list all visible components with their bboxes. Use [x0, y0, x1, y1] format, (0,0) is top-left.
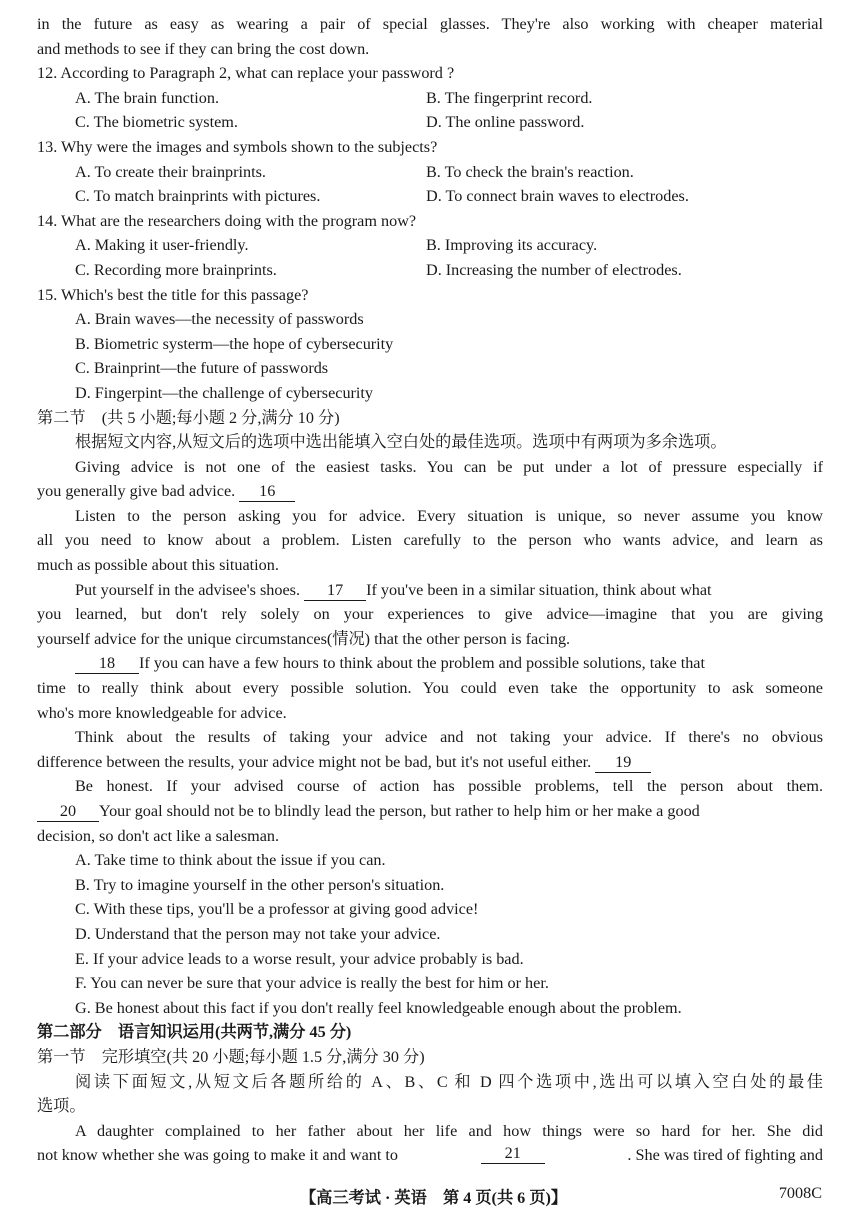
paragraph-line: Be honest. If your advised course of action has possible problems, tell the person about them.: [75, 777, 823, 796]
paragraph-line: much as possible about this situation.: [37, 556, 279, 575]
paragraph-line: all you need to know about a problem. Listen carefully to the person who wants advice, and learn as: [37, 531, 823, 550]
paragraph-line: you learned, but don't rely solely on your experiences to give advice—imagine that you are giving: [37, 605, 823, 624]
blank-21[interactable]: 21: [481, 1143, 545, 1164]
paragraph-line: [37, 799, 823, 824]
paragraph-line: [37, 1143, 823, 1168]
option-c: C. Recording more brainprints.: [75, 260, 277, 279]
paragraph-line: [37, 479, 823, 504]
paragraph-text: . She was tired of fighting and: [627, 1146, 823, 1165]
option-b: B. Biometric systerm—the hope of cybersecurity: [75, 334, 394, 353]
section-2-header: 第二节 (共 5 小题;每小题 2 分,满分 10 分): [37, 408, 340, 427]
paragraph-text: If you can have a few hours to think about the problem and possible solutions, take that: [139, 654, 705, 673]
footer-code: 7008C: [778, 1184, 822, 1202]
part-2-instruction: 阅读下面短文,从短文后各题所给的 A、B、C 和 D 四个选项中,选出可以填入空白处的最佳: [75, 1072, 823, 1091]
option-c: C. Brainprint—the future of passwords: [75, 359, 329, 378]
paragraph-text: you generally give bad advice.: [37, 482, 236, 501]
paragraph-line: A daughter complained to her father about her life and how things were so hard for her. She did: [75, 1121, 823, 1140]
option-line: G. Be honest about this fact if you don't really feel knowledgeable enough about the problem.: [75, 998, 682, 1017]
page-footer: [0, 1184, 860, 1210]
paragraph-line: [37, 578, 823, 603]
paragraph-line: Giving advice is not one of the easiest tasks. You can be put under a lot of pressure especially if: [75, 457, 823, 476]
blank-17[interactable]: 17: [304, 580, 366, 601]
option-a: A. To create their brainprints.: [75, 162, 266, 181]
blank-18[interactable]: 18: [75, 653, 139, 674]
text-line: and methods to see if they can bring the cost down.: [37, 39, 370, 58]
part-2-section-1-header: 第一节 完形填空(共 20 小题;每小题 1.5 分,满分 30 分): [37, 1047, 425, 1066]
section-2-instruction: 根据短文内容,从短文后的选项中选出能填入空白处的最佳选项。选项中有两项为多余选项。: [75, 433, 727, 452]
blank-19[interactable]: 19: [595, 752, 651, 773]
option-c: C. To match brainprints with pictures.: [75, 187, 321, 206]
option-line: E. If your advice leads to a worse result, your advice probably is bad.: [75, 949, 524, 968]
option-line: A. Take time to think about the issue if you can.: [75, 851, 386, 870]
paragraph-line: decision, so don't act like a salesman.: [37, 826, 280, 845]
question-12-options-row: [37, 86, 823, 111]
paragraph-text: Your goal should not be to blindly lead the person, but rather to help him or her make a good: [99, 802, 700, 820]
option-d: D. To connect brain waves to electrodes.: [426, 187, 689, 206]
paragraph-text: difference between the results, your advice might not be bad, but it's not useful either.: [37, 752, 592, 771]
option-d: D. Increasing the number of electrodes.: [426, 260, 682, 279]
option-b: B. Improving its accuracy.: [426, 236, 598, 255]
paragraph-line: yourself advice for the unique circumstances(情况) that the other person is facing.: [37, 629, 571, 648]
option-c: C. The biometric system.: [75, 113, 238, 132]
option-a: A. Making it user-friendly.: [75, 236, 249, 255]
paragraph-line: [37, 651, 823, 676]
question-13-options-row: [37, 160, 823, 185]
paragraph-text: Put yourself in the advisee's shoes.: [75, 580, 301, 599]
paragraph-line: [37, 750, 823, 775]
question-15-stem: 15. Which's best the title for this passage?: [37, 285, 309, 304]
option-d: D. Fingerpint—the challenge of cybersecurity: [75, 383, 374, 402]
paragraph-line: Listen to the person asking you for advice. Every situation is unique, so never assume you know: [75, 506, 823, 525]
option-d: D. The online password.: [426, 113, 585, 132]
option-line: D. Understand that the person may not take your advice.: [75, 924, 441, 943]
blank-16[interactable]: 16: [239, 481, 295, 502]
paragraph-line: Think about the results of taking your advice and not taking your advice. If there's no obvious: [75, 728, 823, 747]
question-13-options-row: [37, 184, 823, 209]
text-line: in the future as easy as wearing a pair of special glasses. They're also working with cheaper material: [37, 15, 823, 33]
question-14-stem: 14. What are the researchers doing with the program now?: [37, 211, 417, 230]
question-14-options-row: [37, 258, 823, 283]
question-13-stem: 13. Why were the images and symbols shown to the subjects?: [37, 137, 438, 156]
question-14-options-row: [37, 233, 823, 258]
option-a: A. The brain function.: [75, 88, 220, 107]
option-line: F. You can never be sure that your advice is really the best for him or her.: [75, 974, 549, 993]
paragraph-text: If you've been in a similar situation, think about what: [366, 580, 712, 599]
option-a: A. Brain waves—the necessity of passwords: [75, 310, 364, 329]
paragraph-line: who's more knowledgeable for advice.: [37, 703, 287, 722]
option-b: B. The fingerprint record.: [426, 88, 593, 107]
question-12-options-row: [37, 110, 823, 135]
exam-page: [37, 12, 823, 1168]
option-b: B. To check the brain's reaction.: [426, 162, 634, 181]
part-2-instruction: 选项。: [37, 1097, 86, 1116]
option-line: C. With these tips, you'll be a professor at giving good advice!: [75, 900, 479, 919]
option-line: B. Try to imagine yourself in the other person's situation.: [75, 875, 445, 894]
part-2-header: 第二部分 语言知识运用(共两节,满分 45 分): [37, 1023, 352, 1042]
footer-page-info: 【高三考试 · 英语 第 4 页(共 6 页)】: [300, 1189, 568, 1207]
paragraph-line: time to really think about every possible solution. You could even take the opportunity to ask someone: [37, 679, 823, 698]
question-12-stem: 12. According to Paragraph 2, what can replace your password ?: [37, 64, 455, 83]
blank-20[interactable]: 20: [37, 801, 99, 822]
paragraph-text: not know whether she was going to make it and want to: [37, 1146, 399, 1165]
